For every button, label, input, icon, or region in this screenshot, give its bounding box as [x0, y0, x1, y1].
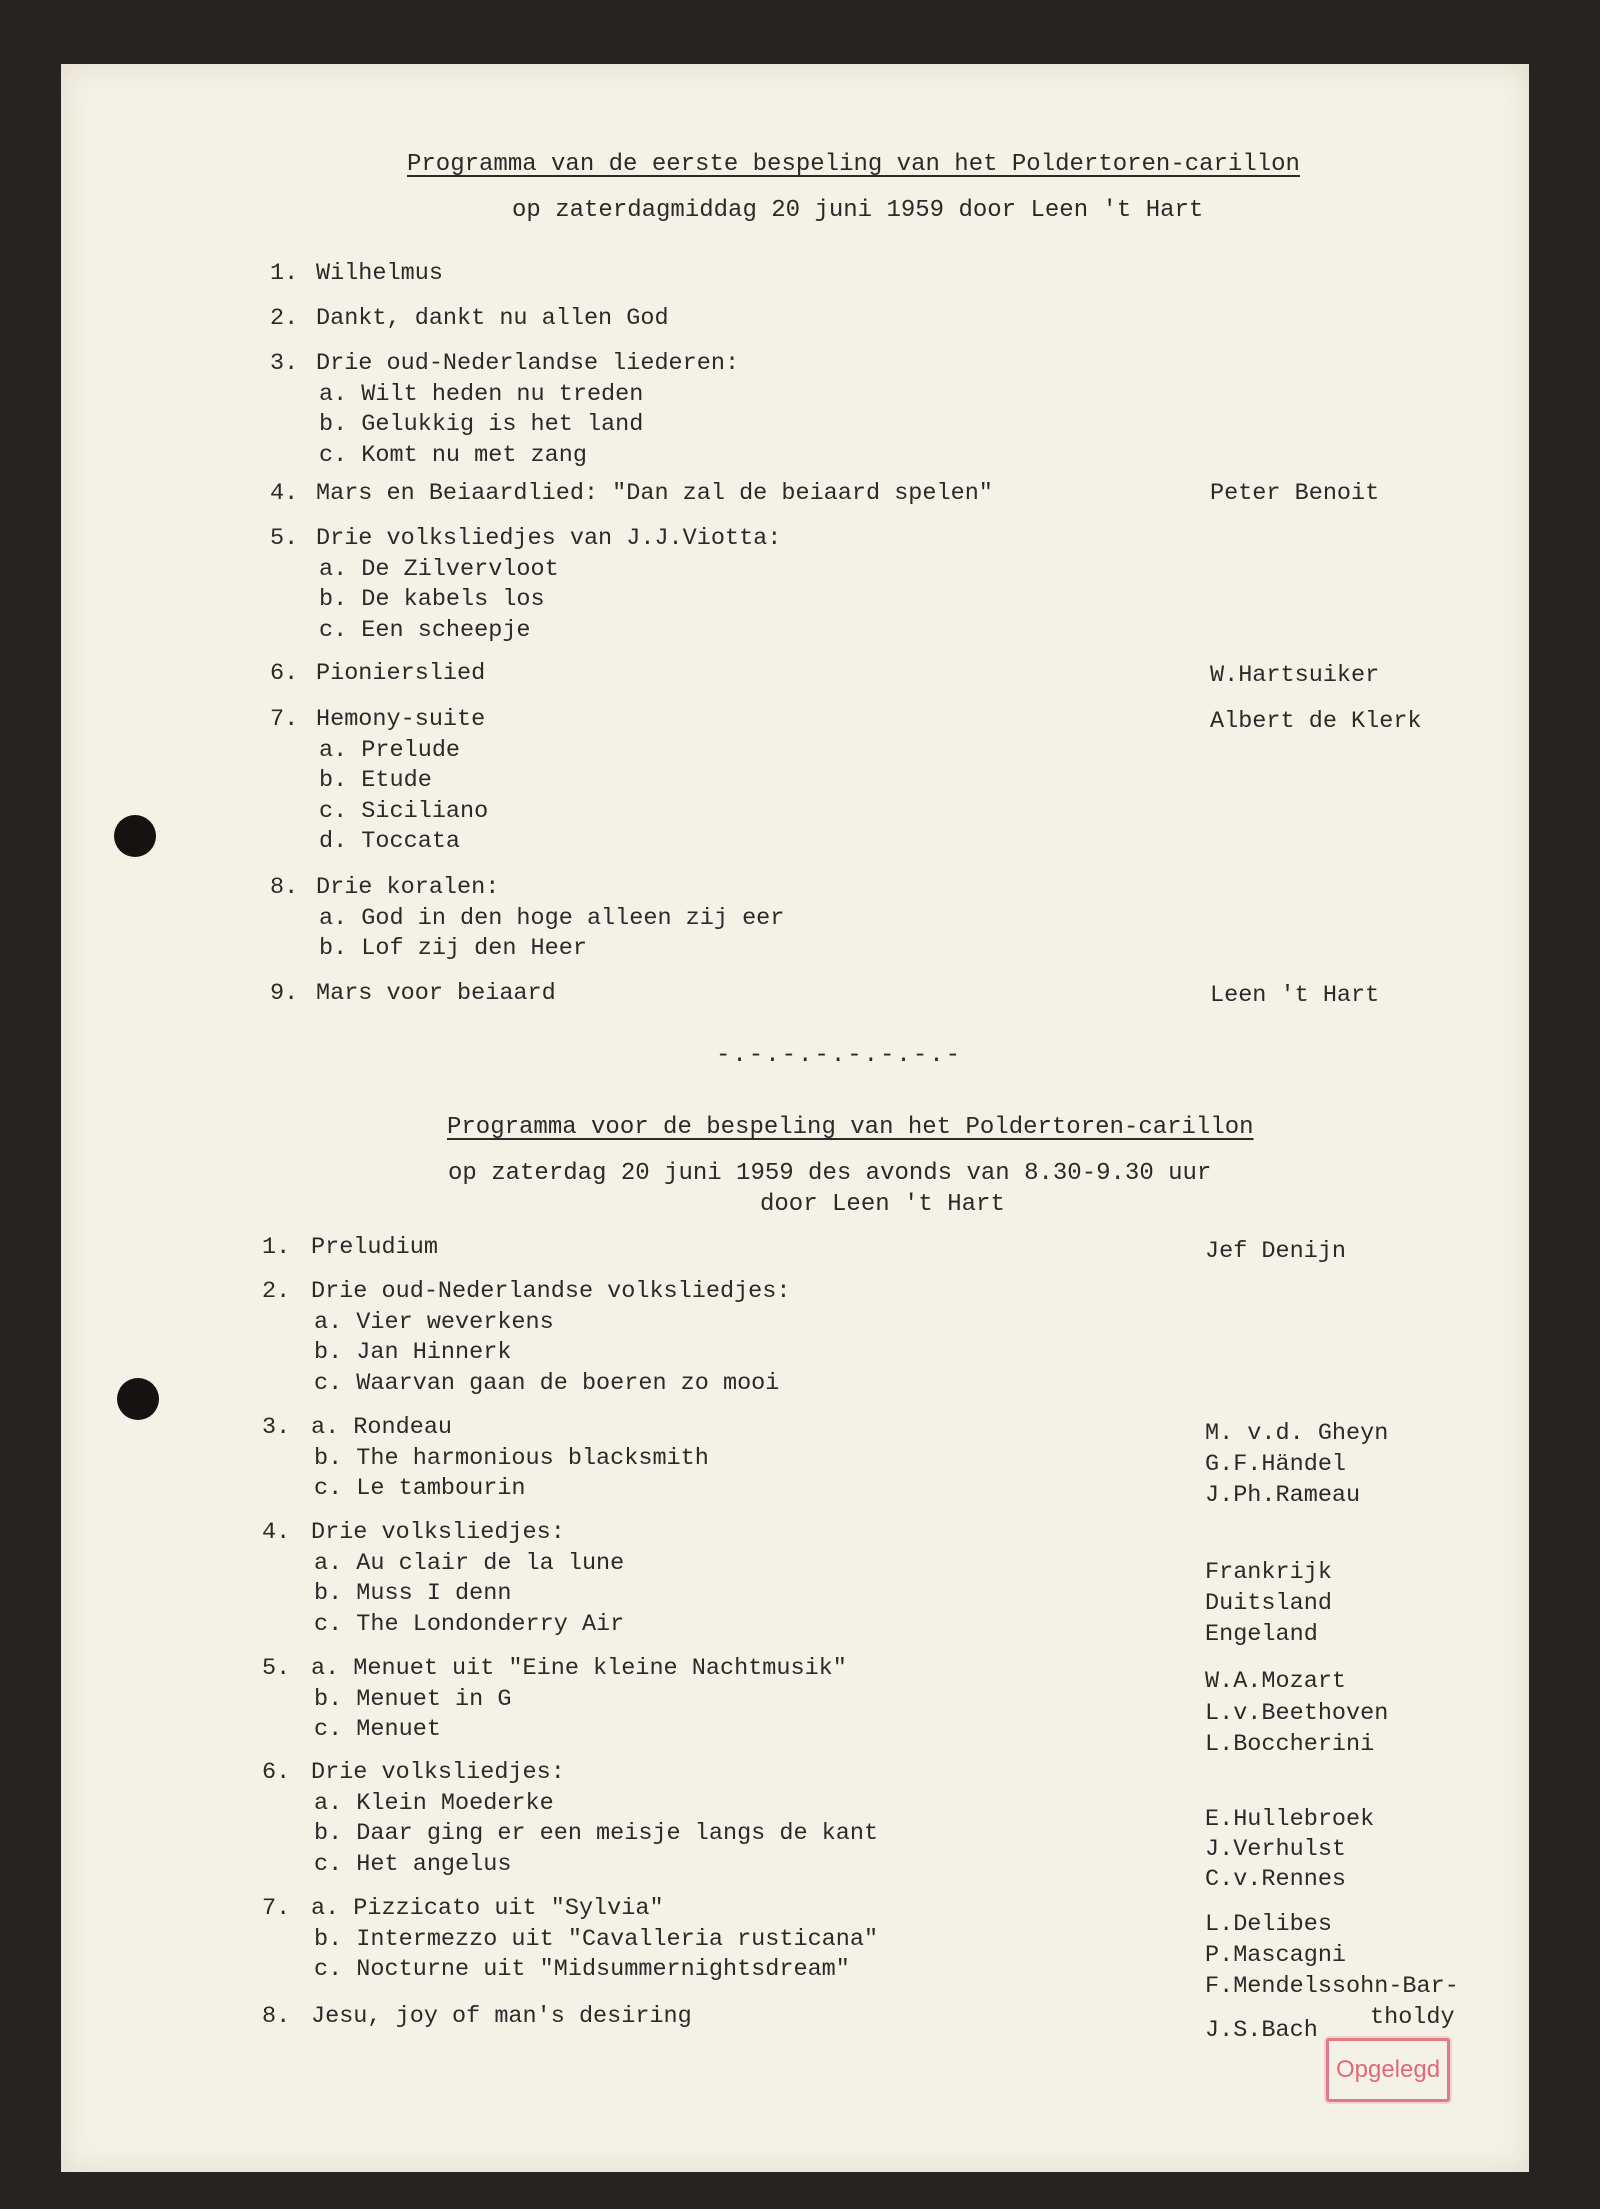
program2-item-composer: L.Boccherini [1205, 1731, 1375, 1758]
program2-subtitle-line1: op zaterdag 20 juni 1959 des avonds van 8.30-9.30 uur [448, 1160, 1212, 1187]
program2-item-composer: L.v.Beethoven [1205, 1700, 1389, 1727]
program2-item-line: a. Klein Moederke [314, 1789, 554, 1817]
program1-item-composer: Peter Benoit [1210, 480, 1380, 507]
program2-item-line: b. Intermezzo uit "Cavalleria rusticana" [314, 1925, 879, 1953]
program2-item-line: c. Menuet [314, 1716, 441, 1743]
program1-item-line: c. Een scheepje [319, 616, 531, 644]
program1-item-line: a. De Zilvervloot [319, 555, 559, 583]
program2-item-composer: Frankrijk [1205, 1559, 1332, 1586]
program1-item-number: 2. [270, 305, 299, 332]
program2-item-number: 7. [262, 1895, 291, 1922]
program2-item-composer: W.A.Mozart [1205, 1668, 1347, 1695]
program2-item-line: a. Menuet uit "Eine kleine Nachtmusik" [311, 1655, 847, 1682]
program2-item-line: a. Vier weverkens [314, 1308, 554, 1336]
program1-item-line: Drie oud-Nederlandse liederen: [316, 350, 740, 377]
program1-item-number: 5. [270, 525, 299, 552]
program2-item-composer: J.S.Bach [1205, 2017, 1318, 2044]
punch-hole-bottom [117, 1378, 159, 1420]
program1-item-line: a. Wilt heden nu treden [319, 380, 644, 408]
program2-item-number: 3. [262, 1414, 291, 1441]
program1-item-line: Mars en Beiaardlied: "Dan zal de beiaard spelen" [316, 480, 993, 507]
program2-item-line: c. Waarvan gaan de boeren zo mooi [314, 1369, 780, 1397]
program1-item-line: Drie volksliedjes van J.J.Viotta: [316, 525, 782, 552]
program2-item-line: a. Pizzicato uit "Sylvia" [311, 1895, 664, 1922]
program2-item-line: c. Nocturne uit "Midsummernightsdream" [314, 1956, 850, 1983]
program2-item-line: c. The Londonderry Air [314, 1610, 625, 1638]
program2-item-line: Jesu, joy of man's desiring [311, 2003, 692, 2030]
program2-item-line: Preludium [311, 1234, 438, 1261]
program1-item-line: Pionierslied [316, 660, 486, 687]
program2-item-number: 5. [262, 1655, 291, 1682]
program2-item-composer: M. v.d. Gheyn [1205, 1420, 1389, 1447]
program1-item-line: b. Lof zij den Heer [319, 935, 587, 962]
program2-item-line: c. Het angelus [314, 1850, 512, 1878]
program2-item-composer: tholdy [1370, 2004, 1455, 2031]
program1-item-number: 6. [270, 660, 299, 687]
program1-item-line: b. Etude [319, 767, 432, 794]
program2-item-line: b. Daar ging er een meisje langs de kant [314, 1820, 879, 1847]
program2-item-composer: G.F.Händel [1205, 1451, 1347, 1478]
program2-item-line: Drie oud-Nederlandse volksliedjes: [311, 1278, 791, 1305]
separator: -.-.-.-.-.-.-.- [716, 1042, 963, 1069]
program1-title: Programma van de eerste bespeling van het Poldertoren-carillon [407, 151, 1300, 178]
program1-item-line: d. Toccata [319, 828, 461, 855]
program2-item-line: Drie volksliedjes: [311, 1519, 565, 1546]
program1-item-line: a. Prelude [319, 736, 461, 764]
opgelegd-stamp: Opgelegd [1326, 2038, 1450, 2102]
program2-item-composer: J.Verhulst [1205, 1836, 1347, 1863]
program1-item-composer: Leen 't Hart [1210, 982, 1380, 1009]
program2-item-number: 6. [262, 1759, 291, 1786]
program2-title: Programma voor de bespeling van het Poldertoren-carillon [447, 1114, 1254, 1141]
program1-item-number: 1. [270, 260, 299, 287]
program1-item-number: 3. [270, 350, 299, 377]
program1-item-number: 4. [270, 480, 299, 507]
program1-subtitle: op zaterdagmiddag 20 juni 1959 door Leen 't Hart [512, 197, 1204, 224]
program2-item-line: b. The harmonious blacksmith [314, 1444, 709, 1472]
program2-subtitle-line2: door Leen 't Hart [760, 1191, 1005, 1218]
punch-hole-top [114, 815, 156, 857]
program1-item-line: c. Komt nu met zang [319, 441, 587, 469]
program2-item-composer: Engeland [1205, 1621, 1318, 1648]
program1-item-number: 8. [270, 874, 299, 901]
program1-item-composer: Albert de Klerk [1210, 708, 1422, 735]
program2-item-composer: E.Hullebroek [1205, 1806, 1375, 1833]
program2-item-line: b. Muss I denn [314, 1580, 512, 1607]
program2-item-composer: P.Mascagni [1205, 1942, 1347, 1969]
program2-item-composer: C.v.Rennes [1205, 1866, 1347, 1893]
program1-item-line: Dankt, dankt nu allen God [316, 305, 669, 332]
program1-item-line: b. De kabels los [319, 586, 545, 613]
program1-item-line: Hemony-suite [316, 706, 486, 733]
program2-item-composer: Jef Denijn [1205, 1238, 1347, 1265]
program1-item-number: 7. [270, 706, 299, 733]
program2-item-number: 8. [262, 2003, 291, 2030]
program2-item-number: 4. [262, 1519, 291, 1546]
program2-item-number: 2. [262, 1278, 291, 1305]
program2-item-line: a. Au clair de la lune [314, 1549, 625, 1577]
program2-item-line: c. Le tambourin [314, 1475, 526, 1502]
program2-item-composer: Duitsland [1205, 1590, 1332, 1617]
program1-item-line: c. Siciliano [319, 797, 489, 825]
program2-item-line: a. Rondeau [311, 1414, 453, 1441]
program2-item-composer: L.Delibes [1205, 1911, 1332, 1938]
program1-item-line: Wilhelmus [316, 260, 443, 287]
program2-item-line: b. Menuet in G [314, 1685, 512, 1713]
program2-item-line: Drie volksliedjes: [311, 1759, 565, 1786]
program2-item-composer: F.Mendelssohn-Bar- [1205, 1973, 1459, 2000]
program2-item-number: 1. [262, 1234, 291, 1261]
program2-item-composer: J.Ph.Rameau [1205, 1482, 1361, 1509]
program1-item-line: a. God in den hoge alleen zij eer [319, 904, 785, 932]
program1-item-number: 9. [270, 980, 299, 1007]
program2-item-line: b. Jan Hinnerk [314, 1339, 512, 1366]
program1-item-line: Drie koralen: [316, 874, 500, 901]
program1-item-line: Mars voor beiaard [316, 980, 556, 1007]
program1-item-composer: W.Hartsuiker [1210, 662, 1380, 689]
program1-item-line: b. Gelukkig is het land [319, 411, 644, 438]
